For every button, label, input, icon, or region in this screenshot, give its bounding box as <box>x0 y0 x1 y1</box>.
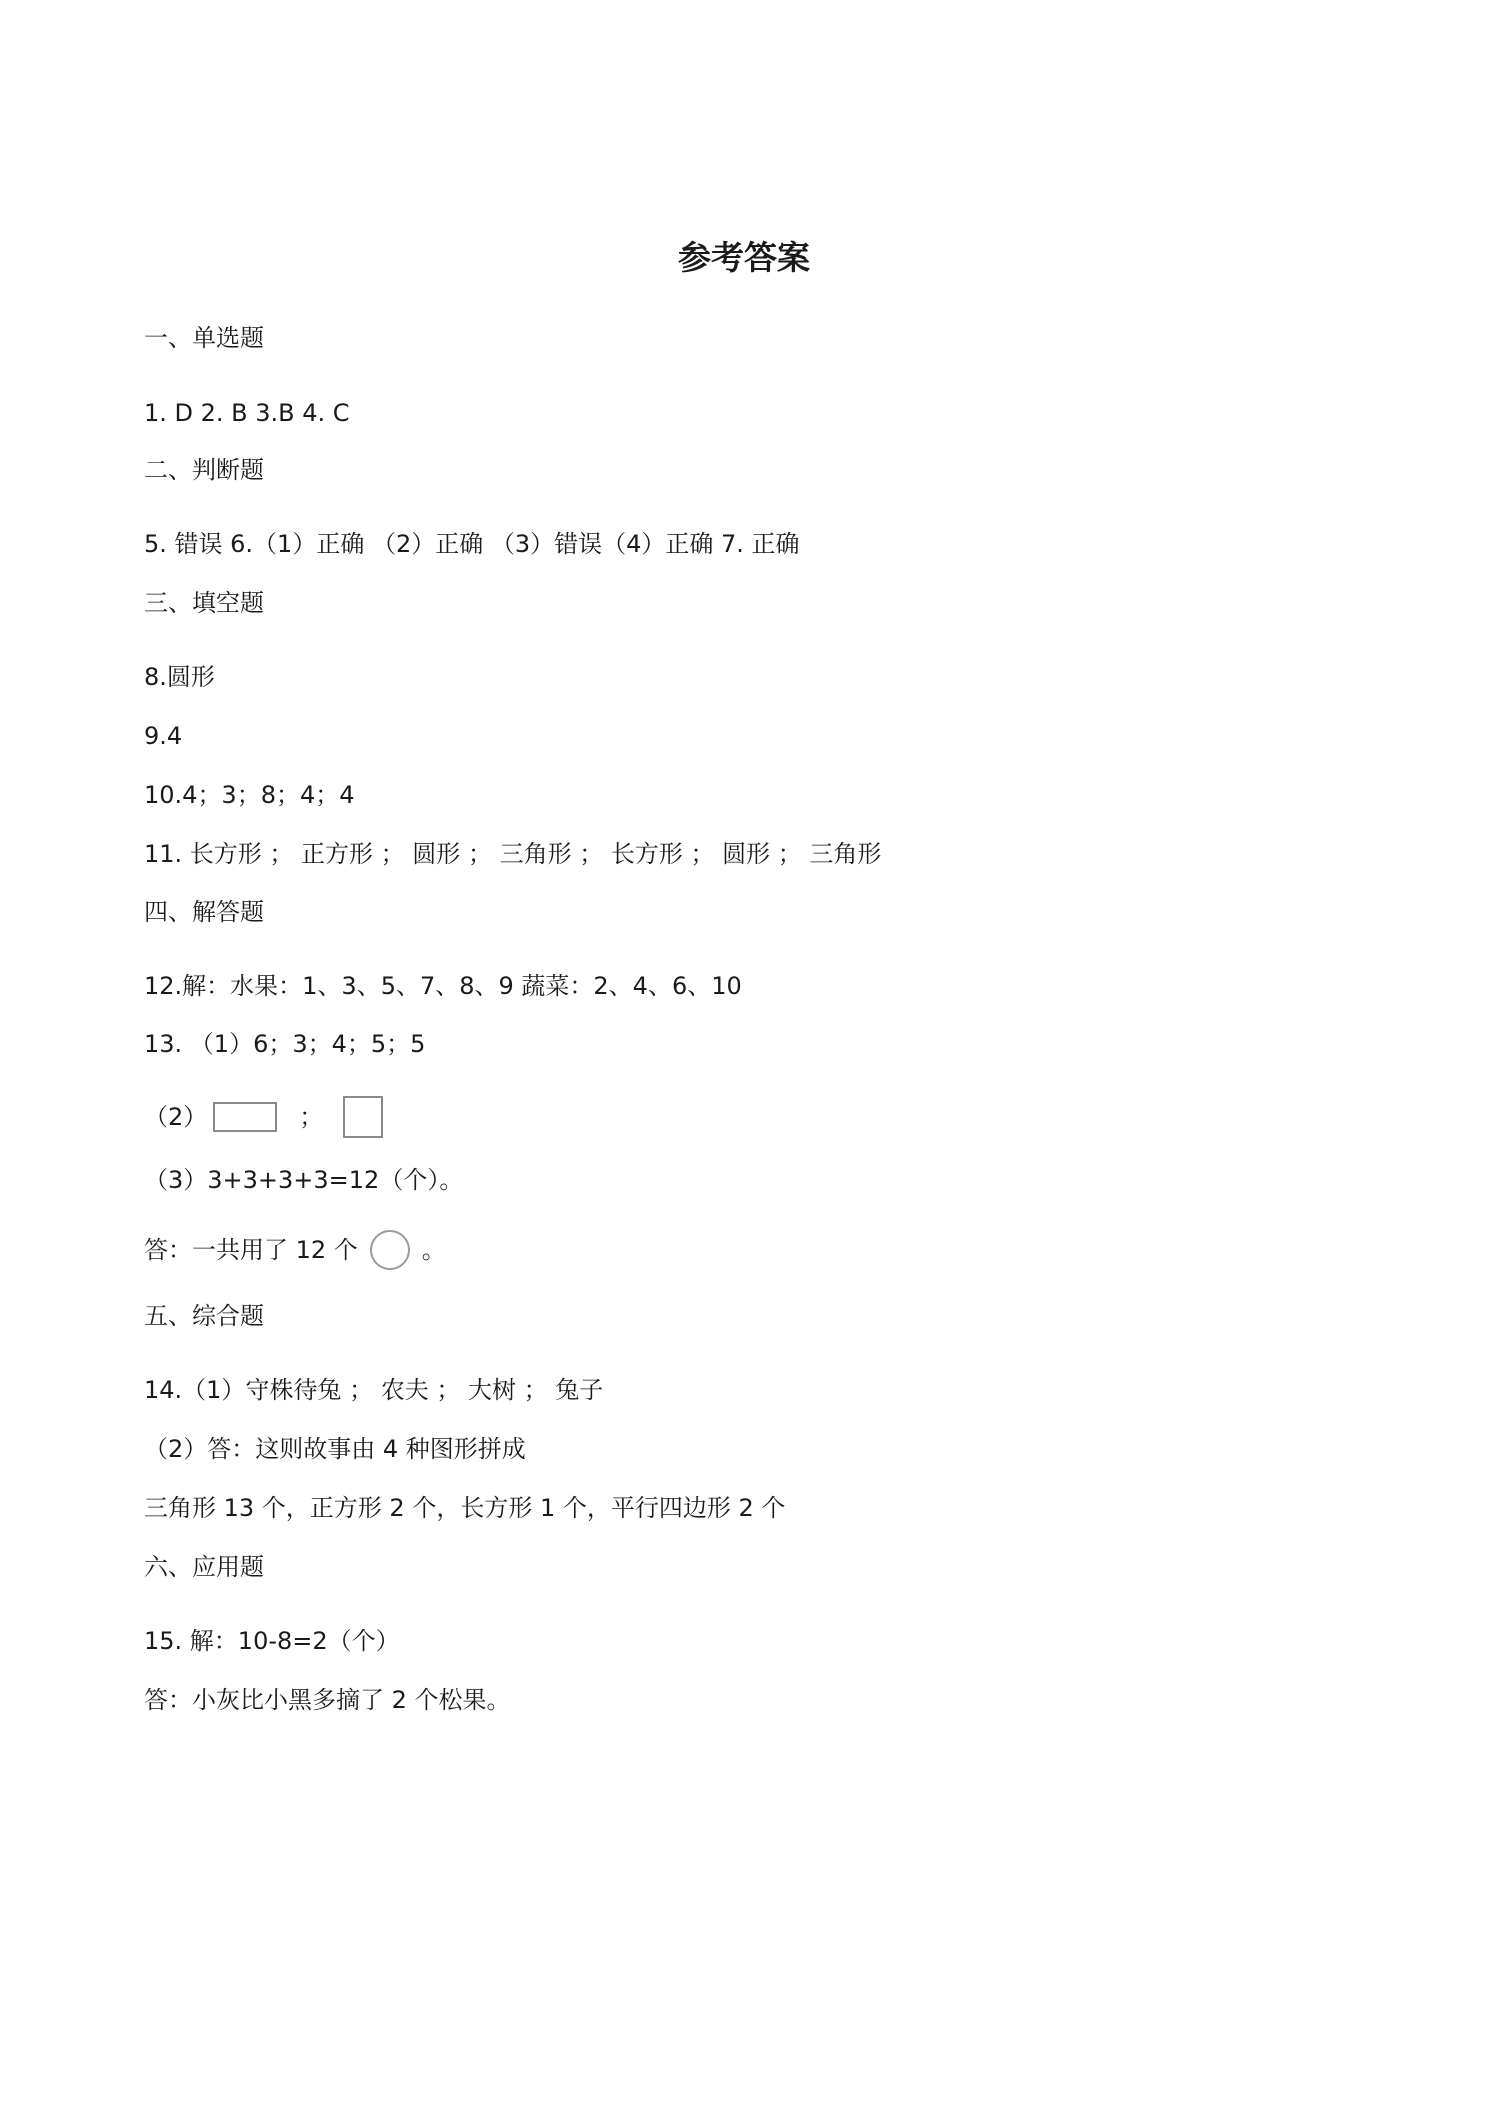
rectangle-shape-icon <box>213 1102 277 1132</box>
answer-line-15: 15. 解：10-8=2（个） <box>144 1627 400 1655</box>
answer-line-8: 8.圆形 <box>144 663 215 691</box>
circle-shape-icon <box>370 1230 410 1270</box>
answer-line-13-conclusion <box>144 1228 446 1271</box>
answer-line-9: 9.4 <box>144 722 183 750</box>
section-heading-fill-blank: 三、填空题 <box>144 589 264 617</box>
answer-line-12: 12.解：水果：1、3、5、7、8、9 蔬菜：2、4、6、10 <box>144 972 742 1000</box>
answer-line-5-7: 5. 错误 6.（1）正确 （2）正确 （3）错误（4）正确 7. 正确 <box>144 530 800 558</box>
answer-line-15-conclusion: 答：小灰比小黑多摘了 2 个松果。 <box>144 1686 511 1714</box>
part2-label: （2） <box>144 1103 208 1131</box>
answer-line-11: 11. 长方形 ； 正方形 ； 圆形 ； 三角形 ； 长方形 ； 圆形 ； 三角形 <box>144 840 882 868</box>
answer-line-14-part2: （2）答：这则故事由 4 种图形拼成 <box>144 1435 526 1463</box>
page-title: 参考答案 <box>678 238 810 277</box>
section-heading-single-choice: 一、单选题 <box>144 324 264 352</box>
answer-line-13-part1: 13. （1）6；3；4；5；5 <box>144 1030 426 1058</box>
answer-line-14-part3: 三角形 13 个，正方形 2 个，长方形 1 个，平行四边形 2 个 <box>144 1494 786 1522</box>
section-heading-solve: 四、解答题 <box>144 898 264 926</box>
square-shape-icon <box>343 1096 383 1138</box>
conclusion-period: 。 <box>421 1236 446 1264</box>
answer-line-1-4: 1. D 2. B 3.B 4. C <box>144 399 350 427</box>
answer-line-13-part3: （3）3+3+3+3=12（个）。 <box>144 1166 464 1194</box>
answer-line-13-part2 <box>144 1094 383 1139</box>
answer-line-14-part1: 14.（1）守株待兔 ； 农夫 ； 大树 ； 兔子 <box>144 1376 604 1404</box>
answer-line-10: 10.4；3；8；4；4 <box>144 781 355 809</box>
section-heading-comprehensive: 五、综合题 <box>144 1302 264 1330</box>
conclusion-text: 答：一共用了 12 个 <box>144 1236 358 1264</box>
separator: ； <box>299 1103 324 1131</box>
section-heading-application: 六、应用题 <box>144 1553 264 1581</box>
section-heading-true-false: 二、判断题 <box>144 456 264 484</box>
